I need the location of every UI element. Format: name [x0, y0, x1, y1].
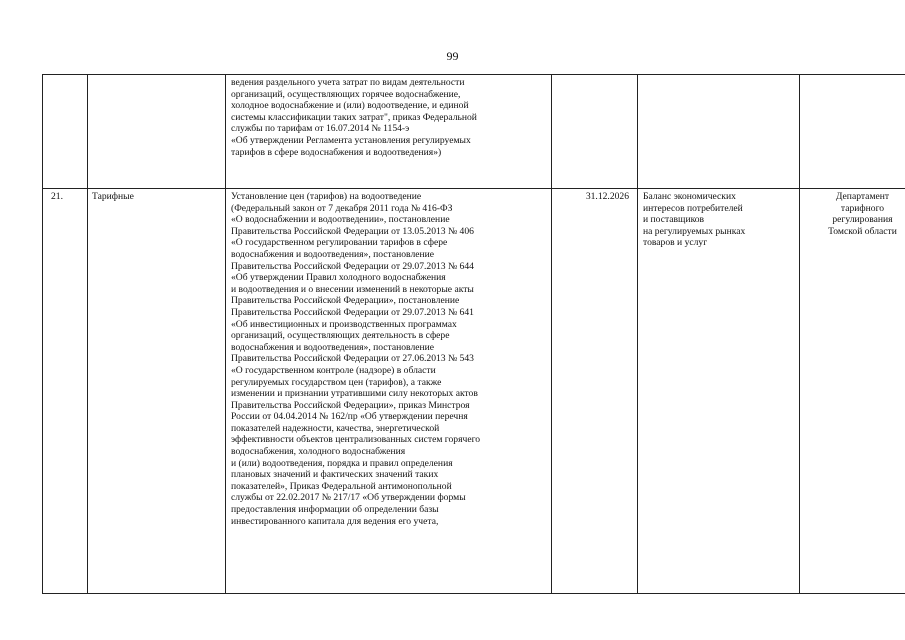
text-line: Установление цен (тарифов) на водоотведение — [231, 191, 422, 202]
text-line: Департамент — [835, 191, 890, 202]
cell-organization — [800, 75, 905, 189]
deadline-date: 31.12.2026 — [585, 191, 629, 202]
text-line: и (или) водоотведения, порядка и правил определения — [231, 457, 453, 469]
cell-number — [43, 75, 88, 189]
text-line: Правительства Российской Федерации от 29.07.2013 № 644 — [231, 260, 474, 272]
text-line: регулируемых государством цен (тарифов), а также — [231, 376, 442, 388]
text-line: Правительства Российской Федерации от 29.07.2013 № 641 — [231, 306, 474, 318]
page-number: 99 — [446, 49, 459, 63]
text-line: Баланс экономических — [643, 191, 736, 202]
text-line: России от 04.04.2014 № 162/пр «Об утверждении перечня — [231, 411, 468, 423]
text-line: организаций, осуществляющих горячее водоснабжение, — [231, 88, 461, 100]
text-line: Правительства Российской Федерации от 13.05.2013 № 406 — [231, 225, 474, 237]
table-row-21 — [43, 189, 905, 594]
text-line: показателей», Приказ Федеральной антимонопольной — [231, 480, 452, 492]
text-line: предоставления информации об определении базы — [231, 504, 439, 516]
cell-legal-acts — [226, 189, 552, 594]
text-line: «Об утверждении Регламента установления регулируемых — [231, 134, 471, 146]
text-line: «О государственном регулировании тарифов в сфере — [231, 237, 448, 249]
text-line: и водоотведения и о внесении изменений в некоторые акты — [231, 283, 474, 295]
text-line: ведения раздельного учета затрат по видам деятельности — [231, 77, 465, 88]
text-line: показателей надежности, качества, энергетической — [231, 422, 440, 434]
text-line: «Об утверждении Правил холодного водоснабжения — [231, 272, 446, 284]
text-line: плановых значений и фактических значений таких — [231, 469, 439, 481]
cell-date — [552, 75, 638, 189]
row-name: Тарифные — [92, 191, 134, 202]
text-line: Правительства Российской Федерации», постановление — [231, 295, 460, 307]
cell-name — [88, 189, 226, 594]
cell-name — [88, 75, 226, 189]
cell-number — [43, 189, 88, 594]
cell-date — [552, 189, 638, 594]
text-line: тарифов в сфере водоснабжения и водоотведения») — [231, 146, 442, 158]
cell-legal-acts — [226, 75, 552, 189]
cell-organization — [800, 189, 905, 594]
row-number: 21. — [51, 191, 63, 202]
text-line: Правительства Российской Федерации от 27.06.2013 № 543 — [231, 353, 474, 365]
text-line: тарифного — [840, 202, 885, 214]
table-row-continuation — [43, 75, 905, 189]
cell-goal — [638, 189, 800, 594]
text-line: Томской области — [828, 225, 897, 237]
cell-goal — [638, 75, 800, 189]
text-line: изменении и признании утратившими силу некоторых актов — [231, 388, 478, 400]
text-line: «О государственном контроле (надзоре) в области — [231, 364, 436, 376]
text-line: водоснабжения и водоотведения», постановление — [231, 341, 435, 353]
text-line: службы по тарифам от 16.07.2014 № 1154-э — [231, 123, 410, 135]
text-line: водоснабжения, холодного водоснабжения — [231, 446, 406, 458]
text-line: «О водоснабжении и водоотведении», постановление — [231, 214, 450, 226]
text-line: «Об инвестиционных и производственных программах — [231, 318, 457, 330]
text-line: регулирования — [832, 214, 893, 226]
text-line: Правительства Российской Федерации», приказ Минстроя — [231, 399, 470, 411]
regulation-table — [42, 74, 905, 594]
text-line: и поставщиков — [643, 214, 705, 226]
text-line: водоснабжения и водоотведения», постановление — [231, 248, 435, 260]
text-line: холодное водоснабжение и (или) водоотведение, и единой — [231, 100, 469, 112]
text-line: (Федеральный закон от 7 декабря 2011 года № 416-ФЗ — [231, 202, 453, 214]
text-line: организаций, осуществляющих деятельность в сфере — [231, 330, 450, 342]
text-line: инвестированного капитала для ведения его учета, — [231, 515, 439, 527]
text-line: эффективности объектов централизованных систем горячего — [231, 434, 481, 446]
text-line: системы классификации таких затрат", приказ Федеральной — [231, 111, 477, 123]
text-line: службы от 22.02.2017 № 217/17 «Об утверждении формы — [231, 492, 466, 504]
text-line: интересов потребителей — [643, 202, 743, 214]
text-line: товаров и услуг — [643, 237, 708, 249]
text-line: на регулируемых рынках — [643, 225, 746, 237]
